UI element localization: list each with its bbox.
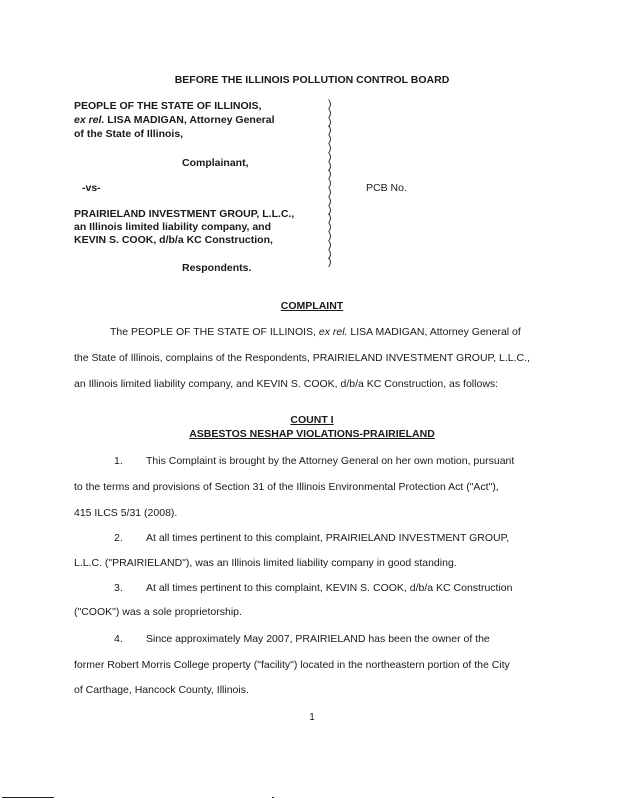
footer-rule <box>2 797 54 798</box>
paragraph-4-line-2: former Robert Morris College property ("facility") located in the northeastern portion of the City <box>74 659 510 671</box>
caption-paren-column <box>328 100 332 267</box>
intro-line-1-a: The PEOPLE OF THE STATE OF ILLINOIS, <box>110 326 319 338</box>
paragraph-1-line-1: This Complaint is brought by the Attorney General on her own motion, pursuant <box>146 455 515 467</box>
paragraph-number: 3. <box>114 582 123 594</box>
respondents-label: Respondents. <box>182 262 252 274</box>
respondent-line-2: an Illinois limited liability company, and <box>74 221 272 233</box>
paragraph-4-line-3: of Carthage, Hancock County, Illinois. <box>74 684 249 696</box>
complainant-label: Complainant, <box>182 157 249 169</box>
plaintiff-line-2 <box>74 114 275 126</box>
paren: ) <box>328 203 332 216</box>
intro-line-1-b: LISA MADIGAN, Attorney General of <box>347 326 521 338</box>
respondent-line-1: PRAIRIELAND INVESTMENT GROUP, L.L.C., <box>74 208 295 220</box>
paragraph-number: 4. <box>114 633 123 645</box>
intro-line-3: an Illinois limited liability company, and KEVIN S. COOK, d/b/a KC Construction, as follows: <box>74 378 499 390</box>
paren: ) <box>328 98 332 110</box>
paren: ) <box>328 229 332 242</box>
paren: ) <box>328 194 332 207</box>
paren: ) <box>328 159 332 172</box>
paragraph-number: 1. <box>114 455 123 467</box>
paragraph-2-line-2: L.L.C. ("PRAIRIELAND"), was an Illinois limited liability company in good standing. <box>74 557 457 569</box>
paren: ) <box>328 212 332 225</box>
count-title: COUNT I <box>290 414 334 426</box>
paren: ) <box>328 185 332 198</box>
paragraph-3-line-1: At all times pertinent to this complaint, KEVIN S. COOK, d/b/a KC Construction <box>146 582 513 594</box>
page-number: 1 <box>309 712 315 723</box>
paragraph-4-line-1: Since approximately May 2007, PRAIRIELAND has been the owner of the <box>146 633 490 645</box>
paragraph-2-line-1: At all times pertinent to this complaint, PRAIRIELAND INVESTMENT GROUP, <box>146 532 510 544</box>
versus: -vs- <box>82 182 101 194</box>
paren: ) <box>328 256 332 269</box>
paren: ) <box>328 141 332 154</box>
paren: ) <box>328 238 332 251</box>
paren: ) <box>328 115 332 128</box>
intro-ex-rel: ex rel. <box>318 326 348 338</box>
paragraph-1-line-2: to the terms and provisions of Section 31 of the Illinois Environmental Protection Act ("Act"), <box>74 481 499 493</box>
paren: ) <box>328 150 332 163</box>
paragraph-3-line-2: ("COOK") was a sole proprietorship. <box>74 606 242 618</box>
board-header: BEFORE THE ILLINOIS POLLUTION CONTROL BOARD <box>174 74 450 86</box>
intro-line-2: the State of Illinois, complains of the Respondents, PRAIRIELAND INVESTMENT GROUP, L.L.C., <box>74 352 530 364</box>
plaintiff-line-2-rest: LISA MADIGAN, Attorney General <box>104 114 275 126</box>
paren: ) <box>328 247 332 260</box>
pcb-number: PCB No. <box>366 182 407 194</box>
footer-mark <box>272 797 274 798</box>
paren: ) <box>328 221 332 234</box>
paren: ) <box>328 106 332 119</box>
complaint-title: COMPLAINT <box>280 300 344 312</box>
count-subtitle: ASBESTOS NESHAP VIOLATIONS-PRAIRIELAND <box>189 428 435 440</box>
ex-rel-italic: ex rel. <box>74 114 105 126</box>
paren: ) <box>328 177 332 190</box>
paren: ) <box>328 133 332 146</box>
plaintiff-line-1: PEOPLE OF THE STATE OF ILLINOIS, <box>74 100 262 112</box>
paren: ) <box>328 168 332 181</box>
paren: ) <box>328 124 332 137</box>
intro-line-1 <box>110 326 521 338</box>
respondent-line-3: KEVIN S. COOK, d/b/a KC Construction, <box>74 234 273 246</box>
paragraph-number: 2. <box>114 532 123 544</box>
plaintiff-line-3: of the State of Illinois, <box>74 128 184 140</box>
paragraph-1-line-3: 415 ILCS 5/31 (2008). <box>74 507 178 519</box>
